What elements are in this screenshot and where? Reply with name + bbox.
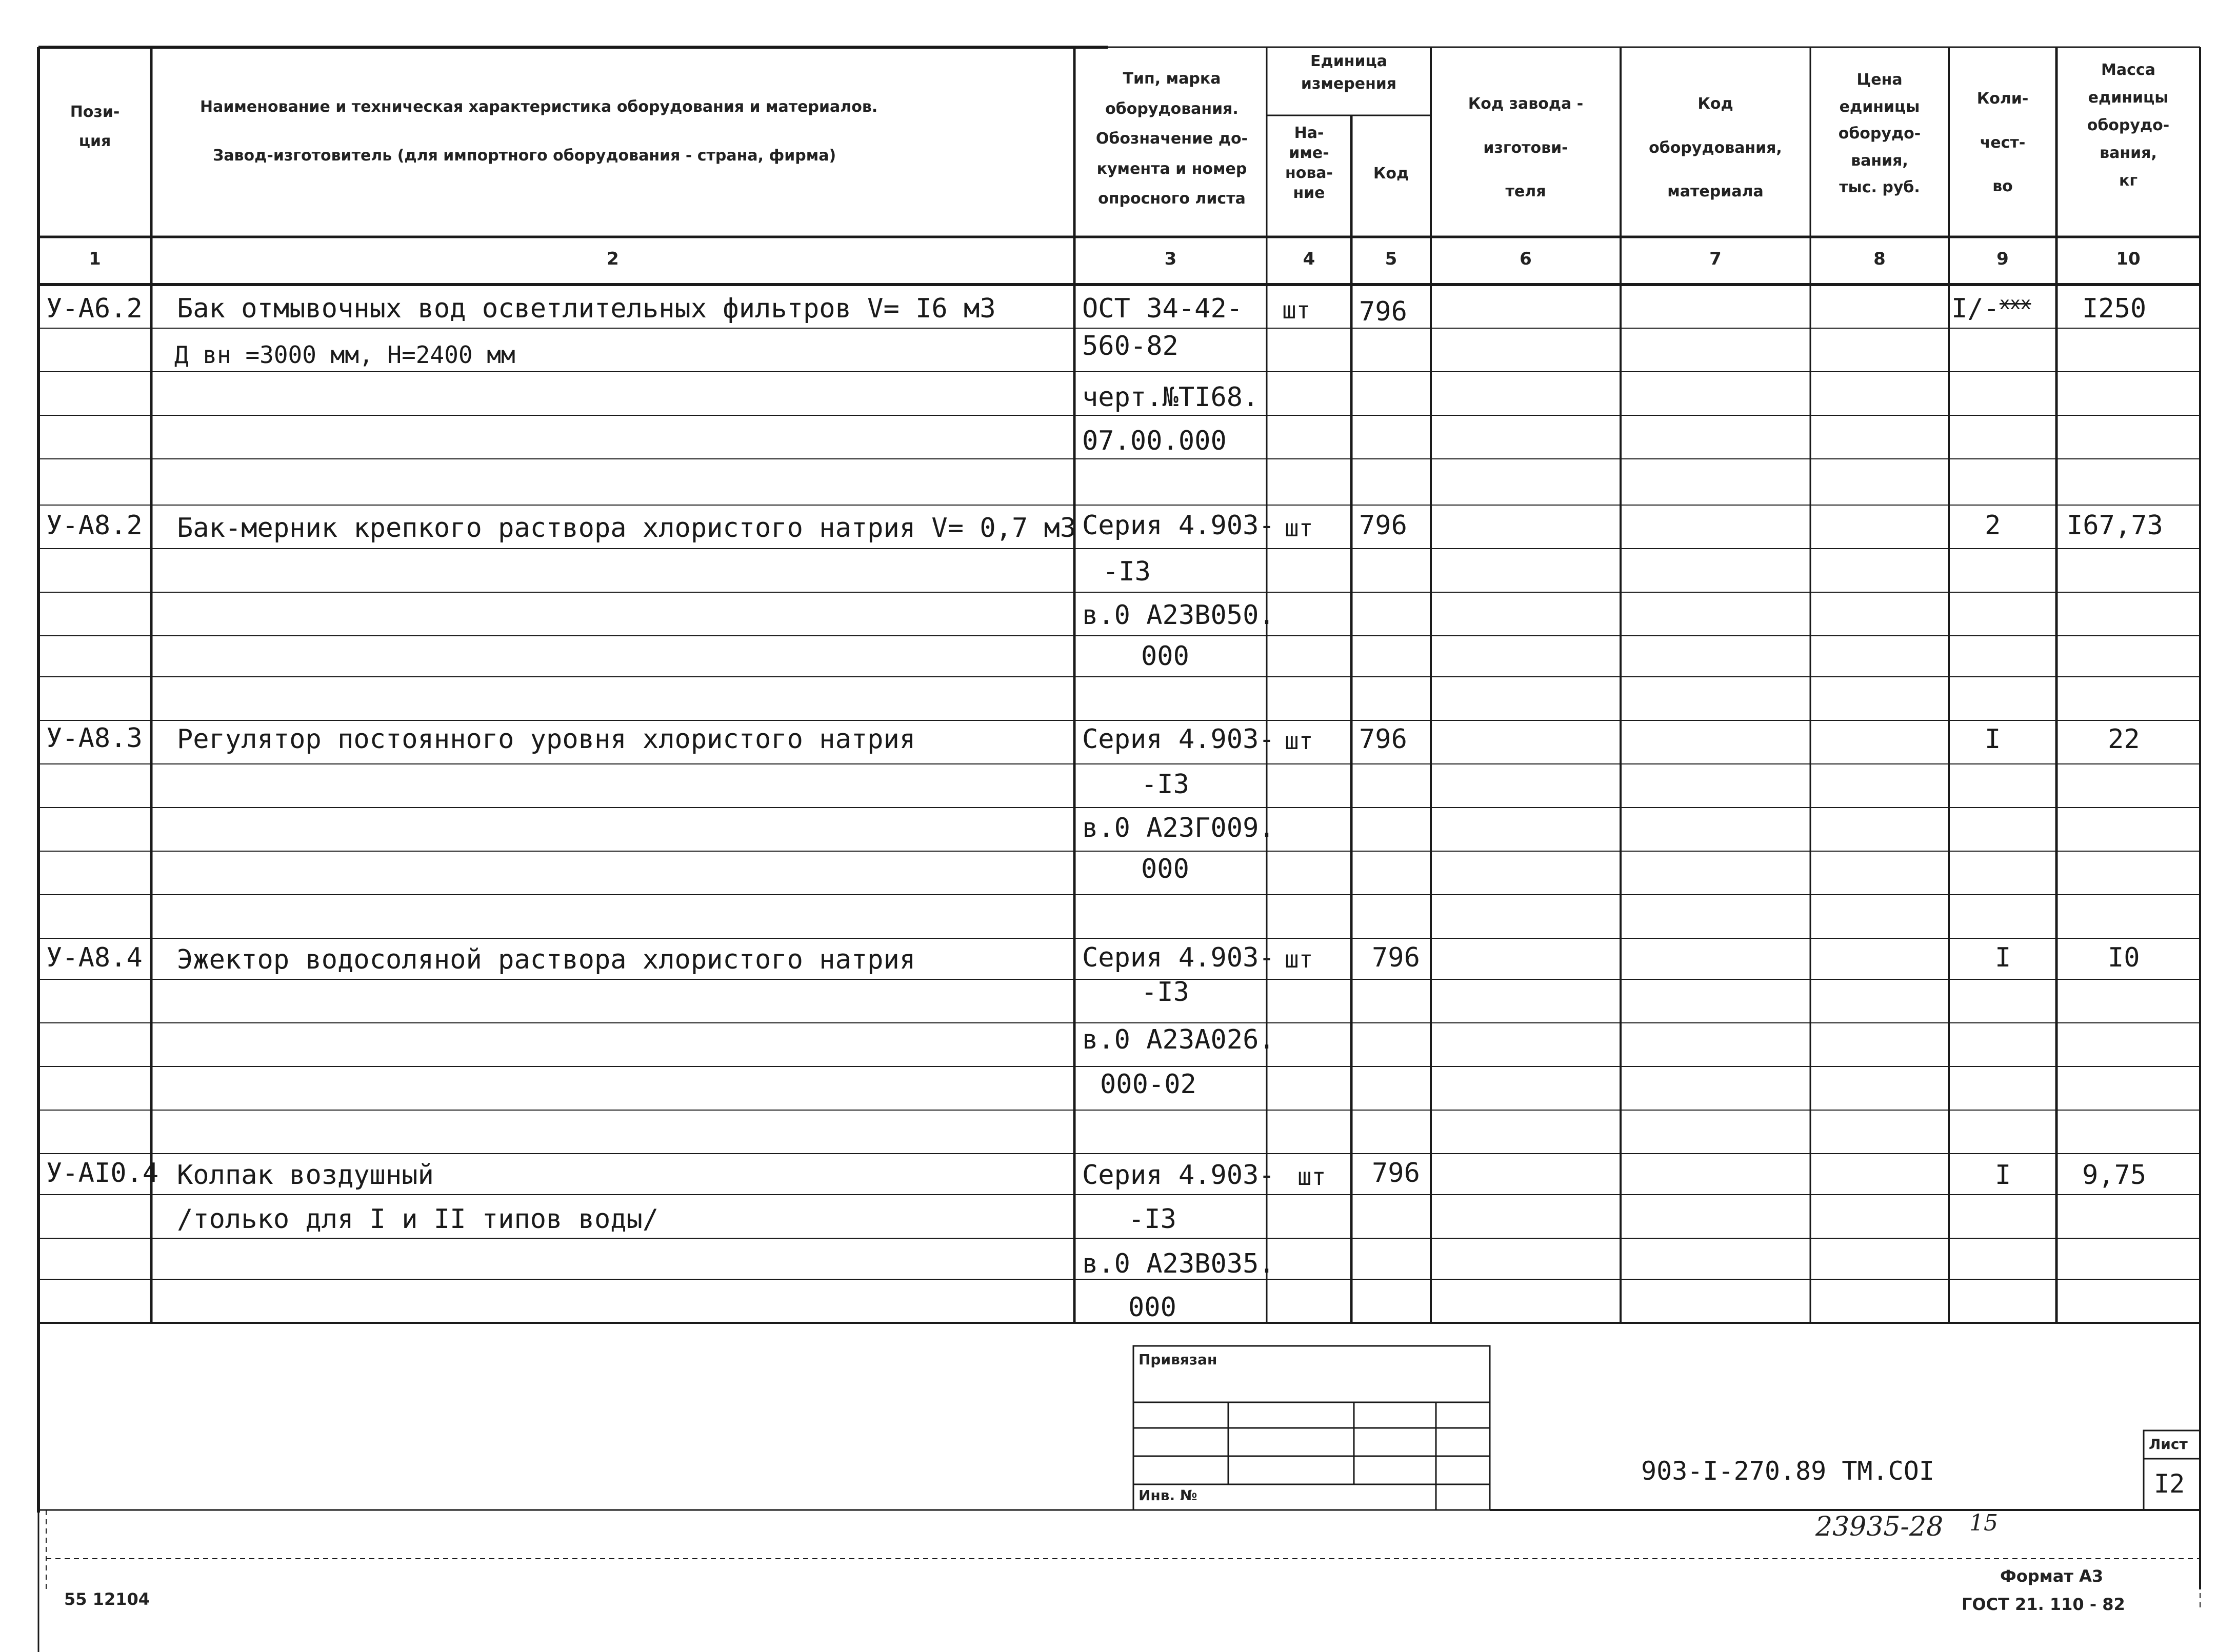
item-type: -I3 — [1103, 556, 1151, 587]
column-number: 1 — [89, 249, 101, 269]
header-name-line1: Наименование и техническая характеристика оборудования и материалов. — [200, 98, 878, 116]
item-type: 07.00.000 — [1082, 426, 1227, 456]
column-number: 6 — [1520, 249, 1532, 269]
header-price: Цена единицы оборудо- вания, тыс. руб. — [1838, 71, 1921, 196]
column-number: 2 — [607, 249, 619, 269]
item-unit: шт — [1297, 1163, 1326, 1191]
item-type: 000 — [1141, 641, 1189, 672]
item-type: ОСТ 34-42- — [1082, 293, 1243, 324]
sheet-number: I2 — [2154, 1469, 2185, 1499]
item-type: в.0 А23В035. — [1082, 1248, 1275, 1279]
item-mass: 9,75 — [2082, 1160, 2147, 1191]
item-type: Серия 4.903- — [1082, 1160, 1275, 1191]
header-unit-name: На- име- нова- ние — [1285, 124, 1333, 202]
item-unit-code: 796 — [1372, 1158, 1420, 1188]
handwritten-page: 15 — [1969, 1510, 1998, 1536]
gost-label: ГОСТ 21. 110 - 82 — [1962, 1595, 2125, 1614]
item-position: У-А8.4 — [46, 942, 143, 973]
header-plant-code: Код завода - изготови- теля — [1468, 95, 1584, 200]
column-number: 8 — [1873, 249, 1886, 269]
item-unit: шт — [1285, 727, 1313, 755]
item-unit: шт — [1285, 514, 1313, 542]
item-name: Эжектор водосоляной раствора хлористого натрия — [177, 944, 916, 975]
item-position: У-А8.3 — [46, 723, 143, 754]
handwritten-number: 23935-28 — [1815, 1512, 1944, 1542]
item-position: У-АI0.4 — [46, 1158, 159, 1188]
item-quantity: I — [1995, 942, 2011, 973]
column-number: 9 — [1996, 249, 2009, 269]
corner-code: 55 12104 — [64, 1589, 150, 1609]
item-name: Регулятор постоянного уровня хлористого натрия — [177, 724, 916, 755]
item-unit-code: 796 — [1359, 296, 1407, 327]
item-type: Серия 4.903- — [1082, 942, 1275, 973]
item-unit: шт — [1285, 945, 1313, 973]
item-name: Д вн =3000 мм, Н=2400 мм — [174, 341, 515, 369]
item-type: -I3 — [1141, 977, 1189, 1008]
header-type: Тип, марка оборудования. Обозначение до- кумента и номер опросного листа — [1095, 70, 1248, 208]
item-quantity: I — [1995, 1160, 2011, 1191]
stamp-inventory-label: Инв. № — [1139, 1487, 1197, 1504]
header-equipment-code: Код оборудования, материала — [1649, 95, 1782, 200]
item-mass: I250 — [2082, 293, 2147, 324]
item-quantity: 2 — [1985, 510, 2001, 541]
header-quantity: Коли- чест- во — [1976, 90, 2029, 195]
header-unit-code: Код — [1373, 165, 1409, 183]
column-number: 5 — [1385, 249, 1397, 269]
column-number: 3 — [1164, 249, 1177, 269]
column-number: 10 — [2116, 249, 2141, 269]
item-type: 000 — [1128, 1292, 1176, 1323]
item-unit-code: 796 — [1359, 510, 1407, 541]
item-type: в.0 А23В050. — [1082, 600, 1275, 631]
sheet-label: Лист — [2149, 1436, 2188, 1453]
item-type: 000 — [1141, 854, 1189, 884]
item-type: Серия 4.903- — [1082, 510, 1275, 541]
item-quantity: I — [1985, 724, 2001, 755]
item-type: -I3 — [1128, 1204, 1176, 1235]
item-type: 560-82 — [1082, 331, 1179, 361]
item-mass: I0 — [2108, 942, 2140, 973]
column-number: 7 — [1709, 249, 1722, 269]
item-position: У-А8.2 — [46, 510, 143, 541]
item-type: 000-02 — [1100, 1069, 1196, 1100]
item-unit: шт — [1282, 296, 1311, 324]
item-quantity: I/-$^{ххх}$ — [1951, 293, 2031, 324]
item-position: У-А6.2 — [46, 293, 143, 324]
stamp-privyazan-label: Привязан — [1139, 1351, 1217, 1368]
item-type: в.0 А23Г009. — [1082, 813, 1275, 843]
item-name: /только для I и II типов воды/ — [177, 1204, 659, 1235]
item-name: Колпак воздушный — [177, 1160, 434, 1191]
item-mass: 22 — [2108, 724, 2140, 755]
format-label: Формат А3 — [2000, 1566, 2104, 1586]
column-number: 4 — [1303, 249, 1315, 269]
header-unit-group: Единица измерения — [1301, 52, 1397, 93]
item-name: Бак отмывочных вод осветлительных фильтров V= I6 м3 — [177, 293, 996, 324]
header-position: Пози- ция — [70, 103, 120, 150]
header-name-line2: Завод-изготовитель (для импортного оборудования - страна, фирма) — [213, 147, 836, 165]
document-code: 903-I-270.89 ТМ.СОI — [1641, 1456, 1934, 1486]
item-mass: I67,73 — [2067, 510, 2163, 541]
item-unit-code: 796 — [1372, 942, 1420, 973]
header-mass: Масса единицы оборудо- вания, кг — [2087, 61, 2170, 190]
item-type: Серия 4.903- — [1082, 724, 1275, 755]
item-name: Бак-мерник крепкого раствора хлористого натрия V= 0,7 м3 — [177, 513, 1076, 543]
item-type: черт.№ТI68. — [1082, 382, 1259, 413]
item-type: в.0 А23А026. — [1082, 1024, 1275, 1055]
item-unit-code: 796 — [1359, 724, 1407, 755]
item-type: -I3 — [1141, 769, 1189, 800]
